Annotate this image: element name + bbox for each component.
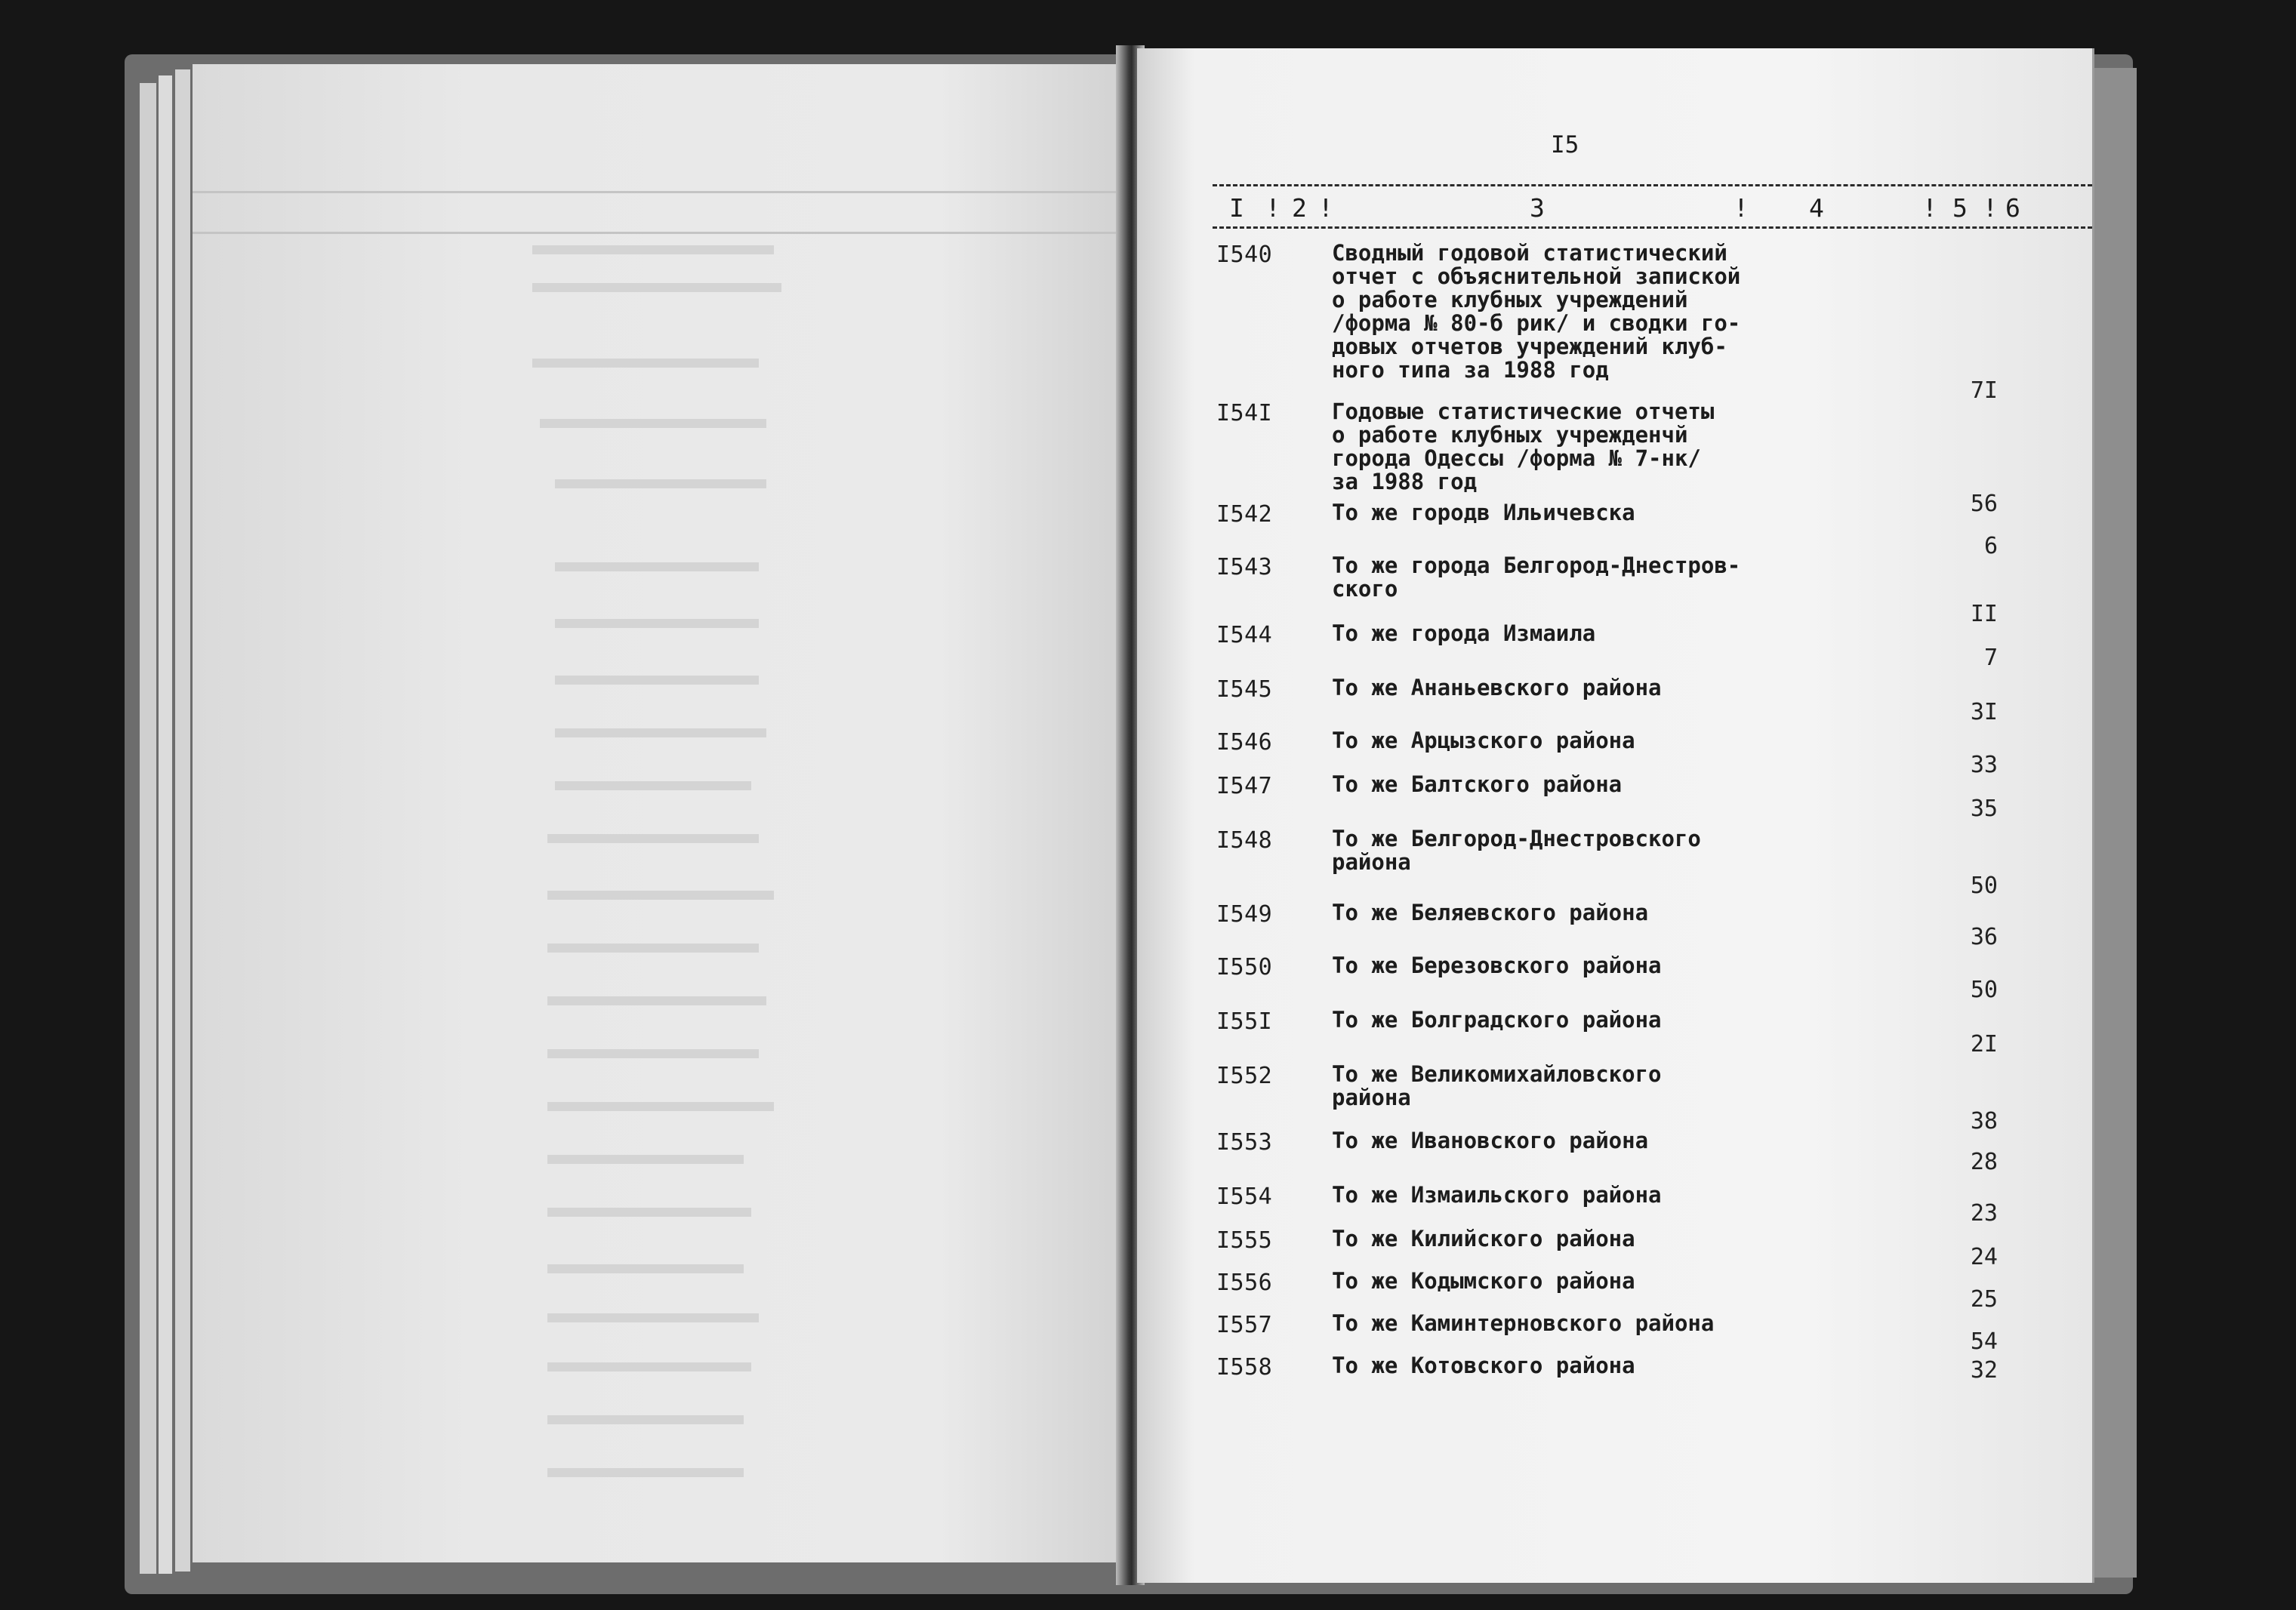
right-page: [1137, 48, 2094, 1583]
column-separator: !: [1318, 193, 1333, 223]
item-number: I549: [1216, 901, 1273, 928]
item-number: I544: [1216, 622, 1273, 648]
item-number: I55I: [1216, 1008, 1273, 1035]
ghost-line: [547, 1155, 744, 1164]
column-header-3: 3: [1530, 193, 1545, 223]
ghost-line: [555, 562, 759, 571]
sheet-count: 2I: [1970, 1031, 1998, 1057]
ghost-rule: [193, 191, 1125, 193]
sheet-count: 32: [1970, 1357, 1998, 1384]
page-stack-edge: [159, 75, 172, 1574]
ghost-line: [540, 419, 766, 428]
item-number: I548: [1216, 827, 1273, 854]
ghost-line: [555, 676, 759, 685]
ghost-line: [547, 1264, 744, 1273]
item-number: I546: [1216, 729, 1273, 756]
item-title: Сводный годовой статистический отчет с объяснительной запиской о работе клубных учреждений /форма № 80-б рик/ и сводки го- довых отчетов учреждений клуб- ного типа за 1988 год: [1332, 240, 1741, 383]
sheet-count: 6: [1983, 533, 1998, 559]
column-separator: !: [1265, 193, 1281, 223]
ghost-line: [547, 996, 766, 1005]
sheet-count: 50: [1970, 977, 1998, 1003]
left-page: [193, 64, 1125, 1562]
item-number: I550: [1216, 954, 1273, 980]
ghost-line: [547, 1313, 759, 1322]
item-number: I555: [1216, 1227, 1273, 1254]
item-title: То же Ананьевского района: [1332, 675, 1662, 700]
sheet-count: 3I: [1970, 699, 1998, 725]
column-header-2: 2: [1292, 193, 1307, 223]
ghost-line: [547, 891, 774, 900]
page-stack-edge: [140, 83, 156, 1574]
ghost-rule: [193, 232, 1125, 234]
item-title: То же Ивановского района: [1332, 1128, 1649, 1153]
ghost-line: [547, 1415, 744, 1424]
item-title: То же Котовского района: [1332, 1353, 1635, 1378]
column-header-1: I: [1229, 193, 1244, 223]
item-title: То же Беляевского района: [1332, 900, 1649, 925]
ghost-line: [555, 728, 766, 737]
column-header-5: 5: [1952, 193, 1968, 223]
table-header-top-rule: [1213, 184, 2092, 186]
sheet-count: 25: [1970, 1286, 1998, 1313]
item-title: Годовые статистические отчеты о работе клубных учрежденчй города Одессы /форма № 7-нк/ за 1988 год: [1332, 399, 1715, 494]
ghost-line: [547, 1102, 774, 1111]
page-stack-edge: [175, 69, 190, 1572]
sheet-count: 38: [1970, 1108, 1998, 1134]
item-number: I54I: [1216, 400, 1273, 426]
ghost-line: [532, 245, 774, 254]
table-header-bottom-rule: [1213, 226, 2092, 229]
sheet-count: 24: [1970, 1244, 1998, 1270]
sheet-count: 35: [1970, 796, 1998, 822]
item-title: То же Великомихайловского района: [1332, 1061, 1662, 1110]
ghost-line: [555, 619, 759, 628]
column-separator: !: [1983, 193, 1998, 223]
sheet-count: 33: [1970, 752, 1998, 778]
ghost-line: [547, 834, 759, 843]
item-number: I543: [1216, 554, 1273, 580]
ghost-line: [547, 1468, 744, 1477]
column-separator: !: [1922, 193, 1937, 223]
item-number: I556: [1216, 1270, 1273, 1296]
item-title: То же Белгород-Днестровского района: [1332, 826, 1701, 875]
sheet-count: 28: [1970, 1149, 1998, 1175]
sheet-count: 23: [1970, 1200, 1998, 1227]
item-number: I547: [1216, 773, 1273, 799]
sheet-count: 56: [1970, 491, 1998, 517]
item-title: То же Балтского района: [1332, 771, 1623, 797]
sheet-count: 7I: [1970, 377, 1998, 404]
item-title: То же Березовского района: [1332, 953, 1662, 978]
item-number: I557: [1216, 1312, 1273, 1338]
ghost-line: [532, 359, 759, 368]
item-number: I552: [1216, 1063, 1273, 1089]
column-header-4: 4: [1809, 193, 1824, 223]
item-title: То же города Белгород-Днестров- ского: [1332, 553, 1741, 602]
item-number: I554: [1216, 1184, 1273, 1210]
ghost-line: [555, 781, 751, 790]
item-number: I540: [1216, 242, 1273, 268]
item-title: То же города Измаила: [1332, 620, 1596, 646]
sheet-count: 54: [1970, 1328, 1998, 1355]
column-header-6: 6: [2005, 193, 2020, 223]
item-number: I542: [1216, 501, 1273, 528]
column-separator: !: [1734, 193, 1749, 223]
ghost-line: [547, 1362, 751, 1371]
item-number: I545: [1216, 676, 1273, 703]
item-title: То же городв Ильичевска: [1332, 500, 1635, 525]
sheet-count: 50: [1970, 873, 1998, 899]
ghost-line: [547, 1049, 759, 1058]
item-number: I553: [1216, 1129, 1273, 1156]
item-title: То же Арцызского района: [1332, 728, 1635, 753]
item-number: I558: [1216, 1354, 1273, 1381]
item-title: То же Килийского района: [1332, 1226, 1635, 1251]
ghost-line: [532, 283, 781, 292]
item-title: То же Кодымского района: [1332, 1268, 1635, 1294]
item-title: То же Каминтерновского района: [1332, 1310, 1715, 1336]
item-title: То же Измаильского района: [1332, 1182, 1662, 1208]
ghost-line: [547, 944, 759, 953]
ghost-line: [547, 1208, 751, 1217]
sheet-count: II: [1970, 601, 1998, 627]
ghost-line: [555, 479, 766, 488]
item-title: То же Болградского района: [1332, 1007, 1662, 1033]
sheet-count: 7: [1983, 645, 1998, 671]
page-number: I5: [1551, 131, 1579, 159]
sheet-count: 36: [1970, 924, 1998, 950]
